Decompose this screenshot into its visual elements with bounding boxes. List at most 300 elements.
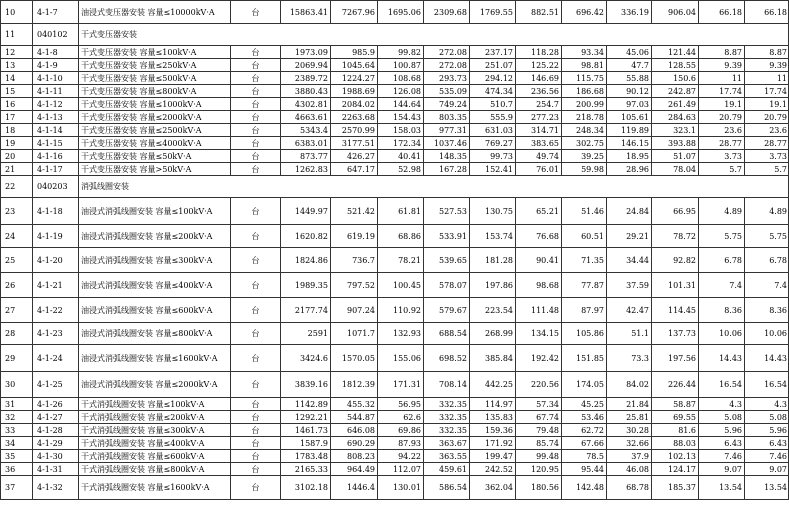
table-row bbox=[1, 124, 789, 137]
value-cell: 66.18 bbox=[699, 1, 745, 24]
value-cell: 197.86 bbox=[470, 273, 516, 298]
row-number: 35 bbox=[1, 450, 33, 463]
value-cell: 5.7 bbox=[745, 163, 789, 176]
quota-code: 4-1-14 bbox=[33, 124, 79, 137]
value-cell: 51.1 bbox=[607, 323, 652, 345]
quota-code: 4-1-23 bbox=[33, 323, 79, 345]
value-cell: 1262.83 bbox=[281, 163, 331, 176]
value-cell: 174.05 bbox=[562, 372, 607, 398]
value-cell: 383.65 bbox=[516, 137, 562, 150]
value-cell: 146.15 bbox=[607, 137, 652, 150]
value-cell: 9.39 bbox=[699, 59, 745, 72]
value-cell: 535.09 bbox=[424, 85, 470, 98]
row-number: 28 bbox=[1, 323, 33, 345]
value-cell: 5.96 bbox=[745, 424, 789, 437]
quota-code: 4-1-15 bbox=[33, 137, 79, 150]
value-cell: 586.54 bbox=[424, 476, 470, 500]
section-row bbox=[1, 24, 789, 46]
unit: 台 bbox=[231, 124, 281, 137]
unit: 台 bbox=[231, 46, 281, 59]
value-cell: 7.46 bbox=[745, 450, 789, 463]
value-cell: 5.75 bbox=[699, 225, 745, 248]
value-cell: 39.25 bbox=[562, 150, 607, 163]
value-cell: 56.95 bbox=[378, 398, 424, 411]
value-cell: 28.96 bbox=[607, 163, 652, 176]
value-cell: 171.31 bbox=[378, 372, 424, 398]
value-cell: 6383.01 bbox=[281, 137, 331, 150]
value-cell: 61.81 bbox=[378, 198, 424, 225]
value-cell: 78.72 bbox=[652, 225, 699, 248]
value-cell: 20.79 bbox=[699, 111, 745, 124]
value-cell: 65.21 bbox=[516, 198, 562, 225]
value-cell: 19.1 bbox=[699, 98, 745, 111]
value-cell: 907.24 bbox=[331, 298, 378, 323]
table-row bbox=[1, 111, 789, 124]
quota-code: 4-1-11 bbox=[33, 85, 79, 98]
value-cell: 272.08 bbox=[424, 59, 470, 72]
row-number: 12 bbox=[1, 46, 33, 59]
unit: 台 bbox=[231, 273, 281, 298]
value-cell: 1142.89 bbox=[281, 398, 331, 411]
value-cell: 152.41 bbox=[470, 163, 516, 176]
value-cell: 1812.39 bbox=[331, 372, 378, 398]
item-name: 油浸式消弧线圈安装 容量≤100kV·A bbox=[79, 198, 231, 225]
value-cell: 101.31 bbox=[652, 273, 699, 298]
quota-code: 4-1-19 bbox=[33, 225, 79, 248]
row-number: 30 bbox=[1, 372, 33, 398]
value-cell: 527.53 bbox=[424, 198, 470, 225]
value-cell: 192.42 bbox=[516, 345, 562, 372]
value-cell: 16.54 bbox=[699, 372, 745, 398]
value-cell: 180.56 bbox=[516, 476, 562, 500]
value-cell: 293.73 bbox=[424, 72, 470, 85]
value-cell: 25.81 bbox=[607, 411, 652, 424]
row-number: 17 bbox=[1, 111, 33, 124]
section-row bbox=[1, 176, 789, 198]
value-cell: 1224.27 bbox=[331, 72, 378, 85]
value-cell: 78.21 bbox=[378, 248, 424, 273]
value-cell: 698.52 bbox=[424, 345, 470, 372]
value-cell: 236.56 bbox=[516, 85, 562, 98]
value-cell: 115.75 bbox=[562, 72, 607, 85]
value-cell: 769.27 bbox=[470, 137, 516, 150]
item-name: 干式消弧线圈安装 容量≤600kV·A bbox=[79, 450, 231, 463]
item-name: 油浸式消弧线圈安装 容量≤400kV·A bbox=[79, 273, 231, 298]
value-cell: 237.17 bbox=[470, 46, 516, 59]
value-cell: 1988.69 bbox=[331, 85, 378, 98]
value-cell: 186.68 bbox=[562, 85, 607, 98]
unit: 台 bbox=[231, 137, 281, 150]
table-row bbox=[1, 450, 789, 463]
unit: 台 bbox=[231, 150, 281, 163]
row-number: 22 bbox=[1, 176, 33, 198]
row-number: 34 bbox=[1, 437, 33, 450]
quota-code: 4-1-18 bbox=[33, 198, 79, 225]
value-cell: 98.81 bbox=[562, 59, 607, 72]
value-cell: 3424.6 bbox=[281, 345, 331, 372]
value-cell: 185.37 bbox=[652, 476, 699, 500]
value-cell: 533.91 bbox=[424, 225, 470, 248]
value-cell: 9.39 bbox=[745, 59, 789, 72]
unit: 台 bbox=[231, 450, 281, 463]
quota-code: 4-1-25 bbox=[33, 372, 79, 398]
table-row bbox=[1, 98, 789, 111]
value-cell: 17.74 bbox=[699, 85, 745, 98]
unit: 台 bbox=[231, 437, 281, 450]
value-cell: 137.73 bbox=[652, 323, 699, 345]
value-cell: 2069.94 bbox=[281, 59, 331, 72]
table-row bbox=[1, 323, 789, 345]
value-cell: 393.88 bbox=[652, 137, 699, 150]
value-cell: 150.6 bbox=[652, 72, 699, 85]
value-cell: 5.08 bbox=[699, 411, 745, 424]
value-cell: 1824.86 bbox=[281, 248, 331, 273]
value-cell: 95.44 bbox=[562, 463, 607, 476]
value-cell: 128.55 bbox=[652, 59, 699, 72]
value-cell: 977.31 bbox=[424, 124, 470, 137]
value-cell: 3.73 bbox=[699, 150, 745, 163]
section-title: 干式变压器安装 bbox=[79, 24, 789, 46]
row-number: 37 bbox=[1, 476, 33, 500]
value-cell: 13.54 bbox=[745, 476, 789, 500]
value-cell: 99.48 bbox=[516, 450, 562, 463]
value-cell: 88.03 bbox=[652, 437, 699, 450]
value-cell: 87.93 bbox=[378, 437, 424, 450]
value-cell: 197.56 bbox=[652, 345, 699, 372]
value-cell: 5.08 bbox=[745, 411, 789, 424]
value-cell: 97.03 bbox=[607, 98, 652, 111]
value-cell: 69.86 bbox=[378, 424, 424, 437]
item-name: 油浸式消弧线圈安装 容量≤1600kV·A bbox=[79, 345, 231, 372]
row-number: 24 bbox=[1, 225, 33, 248]
value-cell: 57.34 bbox=[516, 398, 562, 411]
table-row bbox=[1, 1, 789, 24]
value-cell: 302.75 bbox=[562, 137, 607, 150]
value-cell: 323.1 bbox=[652, 124, 699, 137]
row-number: 29 bbox=[1, 345, 33, 372]
value-cell: 78.5 bbox=[562, 450, 607, 463]
table-row bbox=[1, 46, 789, 59]
table-row bbox=[1, 476, 789, 500]
value-cell: 153.74 bbox=[470, 225, 516, 248]
value-cell: 119.89 bbox=[607, 124, 652, 137]
value-cell: 1769.55 bbox=[470, 1, 516, 24]
unit: 台 bbox=[231, 163, 281, 176]
value-cell: 647.17 bbox=[331, 163, 378, 176]
value-cell: 708.14 bbox=[424, 372, 470, 398]
value-cell: 62.6 bbox=[378, 411, 424, 424]
item-name: 干式变压器安装 容量≤250kV·A bbox=[79, 59, 231, 72]
value-cell: 28.77 bbox=[745, 137, 789, 150]
value-cell: 7.4 bbox=[699, 273, 745, 298]
value-cell: 1620.82 bbox=[281, 225, 331, 248]
section-code: 040203 bbox=[33, 176, 79, 198]
value-cell: 294.12 bbox=[470, 72, 516, 85]
item-name: 干式消弧线圈安装 容量≤400kV·A bbox=[79, 437, 231, 450]
row-number: 32 bbox=[1, 411, 33, 424]
value-cell: 66.95 bbox=[652, 198, 699, 225]
value-cell: 76.68 bbox=[516, 225, 562, 248]
quota-code: 4-1-32 bbox=[33, 476, 79, 500]
value-cell: 100.87 bbox=[378, 59, 424, 72]
value-cell: 4663.61 bbox=[281, 111, 331, 124]
row-number: 15 bbox=[1, 85, 33, 98]
value-cell: 181.28 bbox=[470, 248, 516, 273]
value-cell: 134.15 bbox=[516, 323, 562, 345]
item-name: 油浸式消弧线圈安装 容量≤800kV·A bbox=[79, 323, 231, 345]
value-cell: 385.84 bbox=[470, 345, 516, 372]
value-cell: 76.01 bbox=[516, 163, 562, 176]
value-cell: 261.49 bbox=[652, 98, 699, 111]
value-cell: 84.02 bbox=[607, 372, 652, 398]
value-cell: 130.01 bbox=[378, 476, 424, 500]
value-cell: 34.44 bbox=[607, 248, 652, 273]
value-cell: 6.43 bbox=[699, 437, 745, 450]
value-cell: 135.83 bbox=[470, 411, 516, 424]
table-row bbox=[1, 424, 789, 437]
value-cell: 68.86 bbox=[378, 225, 424, 248]
value-cell: 555.9 bbox=[470, 111, 516, 124]
value-cell: 220.56 bbox=[516, 372, 562, 398]
row-number: 33 bbox=[1, 424, 33, 437]
table-row bbox=[1, 163, 789, 176]
value-cell: 8.87 bbox=[699, 46, 745, 59]
value-cell: 4.3 bbox=[745, 398, 789, 411]
row-number: 21 bbox=[1, 163, 33, 176]
value-cell: 2309.68 bbox=[424, 1, 470, 24]
value-cell: 77.87 bbox=[562, 273, 607, 298]
quota-code: 4-1-26 bbox=[33, 398, 79, 411]
item-name: 干式变压器安装 容量≤500kV·A bbox=[79, 72, 231, 85]
unit: 台 bbox=[231, 372, 281, 398]
item-name: 油浸式消弧线圈安装 容量≤600kV·A bbox=[79, 298, 231, 323]
value-cell: 218.78 bbox=[562, 111, 607, 124]
value-cell: 4.3 bbox=[699, 398, 745, 411]
row-number: 25 bbox=[1, 248, 33, 273]
value-cell: 172.34 bbox=[378, 137, 424, 150]
value-cell: 284.63 bbox=[652, 111, 699, 124]
quota-code: 4-1-10 bbox=[33, 72, 79, 85]
quota-code: 4-1-8 bbox=[33, 46, 79, 59]
value-cell: 797.52 bbox=[331, 273, 378, 298]
value-cell: 1446.4 bbox=[331, 476, 378, 500]
row-number: 14 bbox=[1, 72, 33, 85]
value-cell: 985.9 bbox=[331, 46, 378, 59]
unit: 台 bbox=[231, 85, 281, 98]
value-cell: 126.08 bbox=[378, 85, 424, 98]
value-cell: 118.28 bbox=[516, 46, 562, 59]
unit: 台 bbox=[231, 225, 281, 248]
table-row bbox=[1, 59, 789, 72]
value-cell: 45.06 bbox=[607, 46, 652, 59]
table-row bbox=[1, 345, 789, 372]
value-cell: 132.93 bbox=[378, 323, 424, 345]
row-number: 36 bbox=[1, 463, 33, 476]
unit: 台 bbox=[231, 463, 281, 476]
value-cell: 749.24 bbox=[424, 98, 470, 111]
value-cell: 9.07 bbox=[745, 463, 789, 476]
table-row bbox=[1, 137, 789, 150]
value-cell: 68.78 bbox=[607, 476, 652, 500]
value-cell: 114.45 bbox=[652, 298, 699, 323]
value-cell: 696.42 bbox=[562, 1, 607, 24]
value-cell: 1587.9 bbox=[281, 437, 331, 450]
item-name: 干式消弧线圈安装 容量≤300kV·A bbox=[79, 424, 231, 437]
value-cell: 17.74 bbox=[745, 85, 789, 98]
value-cell: 151.85 bbox=[562, 345, 607, 372]
value-cell: 85.74 bbox=[516, 437, 562, 450]
value-cell: 18.95 bbox=[607, 150, 652, 163]
value-cell: 13.54 bbox=[699, 476, 745, 500]
value-cell: 332.35 bbox=[424, 398, 470, 411]
value-cell: 105.86 bbox=[562, 323, 607, 345]
value-cell: 539.65 bbox=[424, 248, 470, 273]
value-cell: 92.82 bbox=[652, 248, 699, 273]
value-cell: 5.75 bbox=[745, 225, 789, 248]
quota-code: 4-1-24 bbox=[33, 345, 79, 372]
value-cell: 272.08 bbox=[424, 46, 470, 59]
section-title: 消弧线圈安装 bbox=[79, 176, 789, 198]
value-cell: 15863.41 bbox=[281, 1, 331, 24]
value-cell: 148.35 bbox=[424, 150, 470, 163]
value-cell: 226.44 bbox=[652, 372, 699, 398]
value-cell: 8.36 bbox=[699, 298, 745, 323]
unit: 台 bbox=[231, 98, 281, 111]
value-cell: 510.7 bbox=[470, 98, 516, 111]
value-cell: 964.49 bbox=[331, 463, 378, 476]
value-cell: 455.32 bbox=[331, 398, 378, 411]
value-cell: 90.12 bbox=[607, 85, 652, 98]
value-cell: 67.74 bbox=[516, 411, 562, 424]
value-cell: 619.19 bbox=[331, 225, 378, 248]
row-number: 19 bbox=[1, 137, 33, 150]
value-cell: 24.84 bbox=[607, 198, 652, 225]
quota-code: 4-1-9 bbox=[33, 59, 79, 72]
item-name: 干式消弧线圈安装 容量≤100kV·A bbox=[79, 398, 231, 411]
value-cell: 125.22 bbox=[516, 59, 562, 72]
value-cell: 1071.7 bbox=[331, 323, 378, 345]
value-cell: 105.61 bbox=[607, 111, 652, 124]
value-cell: 66.18 bbox=[745, 1, 789, 24]
value-cell: 53.46 bbox=[562, 411, 607, 424]
value-cell: 142.48 bbox=[562, 476, 607, 500]
unit: 台 bbox=[231, 198, 281, 225]
value-cell: 254.7 bbox=[516, 98, 562, 111]
item-name: 干式变压器安装 容量≤4000kV·A bbox=[79, 137, 231, 150]
value-cell: 99.73 bbox=[470, 150, 516, 163]
value-cell: 906.04 bbox=[652, 1, 699, 24]
table-row bbox=[1, 248, 789, 273]
unit: 台 bbox=[231, 345, 281, 372]
value-cell: 8.87 bbox=[745, 46, 789, 59]
value-cell: 11 bbox=[745, 72, 789, 85]
row-number: 31 bbox=[1, 398, 33, 411]
value-cell: 58.87 bbox=[652, 398, 699, 411]
value-cell: 120.95 bbox=[516, 463, 562, 476]
row-number: 27 bbox=[1, 298, 33, 323]
table-row bbox=[1, 225, 789, 248]
value-cell: 8.36 bbox=[745, 298, 789, 323]
value-cell: 4.89 bbox=[699, 198, 745, 225]
value-cell: 30.28 bbox=[607, 424, 652, 437]
value-cell: 2591 bbox=[281, 323, 331, 345]
row-number: 23 bbox=[1, 198, 33, 225]
value-cell: 146.69 bbox=[516, 72, 562, 85]
value-cell: 100.45 bbox=[378, 273, 424, 298]
value-cell: 7267.96 bbox=[331, 1, 378, 24]
value-cell: 99.82 bbox=[378, 46, 424, 59]
value-cell: 16.54 bbox=[745, 372, 789, 398]
value-cell: 5.96 bbox=[699, 424, 745, 437]
unit: 台 bbox=[231, 1, 281, 24]
value-cell: 3177.51 bbox=[331, 137, 378, 150]
item-name: 干式消弧线圈安装 容量≤1600kV·A bbox=[79, 476, 231, 500]
value-cell: 10.06 bbox=[699, 323, 745, 345]
value-cell: 3839.16 bbox=[281, 372, 331, 398]
quota-code: 4-1-27 bbox=[33, 411, 79, 424]
item-name: 油浸式消弧线圈安装 容量≤2000kV·A bbox=[79, 372, 231, 398]
unit: 台 bbox=[231, 476, 281, 500]
value-cell: 3880.43 bbox=[281, 85, 331, 98]
value-cell: 93.34 bbox=[562, 46, 607, 59]
item-name: 油浸式消弧线圈安装 容量≤200kV·A bbox=[79, 225, 231, 248]
value-cell: 251.07 bbox=[470, 59, 516, 72]
value-cell: 79.48 bbox=[516, 424, 562, 437]
value-cell: 426.27 bbox=[331, 150, 378, 163]
quota-code: 4-1-13 bbox=[33, 111, 79, 124]
value-cell: 111.48 bbox=[516, 298, 562, 323]
item-name: 干式消弧线圈安装 容量≤800kV·A bbox=[79, 463, 231, 476]
value-cell: 144.64 bbox=[378, 98, 424, 111]
table-body bbox=[1, 1, 789, 500]
value-cell: 2165.33 bbox=[281, 463, 331, 476]
value-cell: 51.46 bbox=[562, 198, 607, 225]
item-name: 干式变压器安装 容量≤100kV·A bbox=[79, 46, 231, 59]
value-cell: 90.41 bbox=[516, 248, 562, 273]
value-cell: 60.51 bbox=[562, 225, 607, 248]
table-row bbox=[1, 72, 789, 85]
value-cell: 171.92 bbox=[470, 437, 516, 450]
value-cell: 688.54 bbox=[424, 323, 470, 345]
value-cell: 9.07 bbox=[699, 463, 745, 476]
value-cell: 268.99 bbox=[470, 323, 516, 345]
item-name: 干式变压器安装 容量≤2500kV·A bbox=[79, 124, 231, 137]
value-cell: 336.19 bbox=[607, 1, 652, 24]
value-cell: 71.35 bbox=[562, 248, 607, 273]
value-cell: 314.71 bbox=[516, 124, 562, 137]
value-cell: 62.72 bbox=[562, 424, 607, 437]
value-cell: 200.99 bbox=[562, 98, 607, 111]
value-cell: 55.88 bbox=[607, 72, 652, 85]
value-cell: 20.79 bbox=[745, 111, 789, 124]
value-cell: 42.47 bbox=[607, 298, 652, 323]
value-cell: 3.73 bbox=[745, 150, 789, 163]
value-cell: 736.7 bbox=[331, 248, 378, 273]
value-cell: 11 bbox=[699, 72, 745, 85]
value-cell: 474.34 bbox=[470, 85, 516, 98]
value-cell: 130.75 bbox=[470, 198, 516, 225]
table-row bbox=[1, 150, 789, 163]
quota-code: 4-1-29 bbox=[33, 437, 79, 450]
value-cell: 47.7 bbox=[607, 59, 652, 72]
value-cell: 690.29 bbox=[331, 437, 378, 450]
value-cell: 102.13 bbox=[652, 450, 699, 463]
value-cell: 112.07 bbox=[378, 463, 424, 476]
quota-code: 4-1-28 bbox=[33, 424, 79, 437]
value-cell: 14.43 bbox=[699, 345, 745, 372]
table-row bbox=[1, 298, 789, 323]
item-name: 干式变压器安装 容量≤1000kV·A bbox=[79, 98, 231, 111]
